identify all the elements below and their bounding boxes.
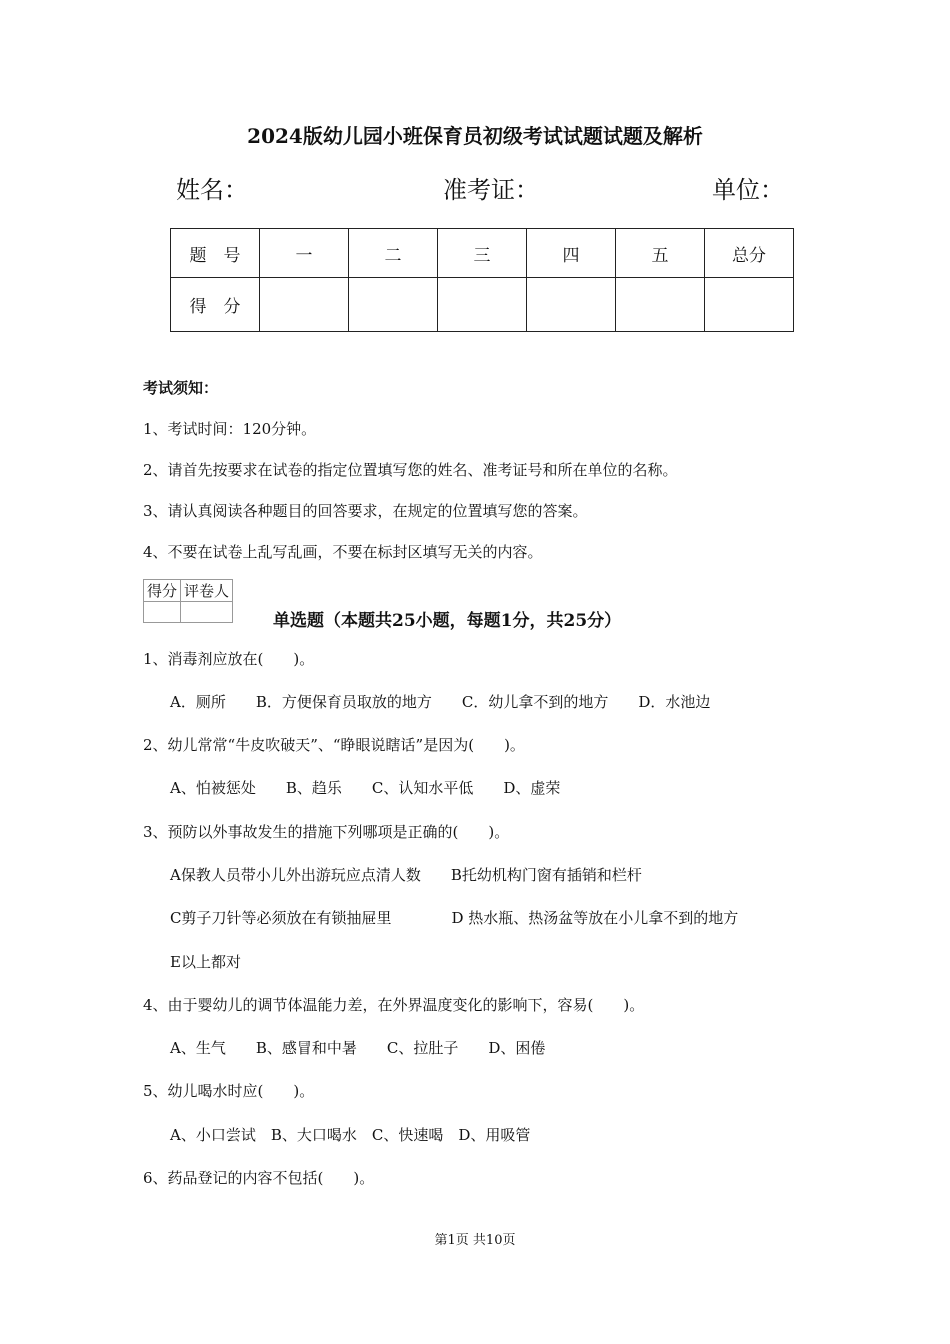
score-table-header-cell: 题 号: [171, 229, 260, 278]
grader-name-label: 评卷人: [181, 580, 233, 602]
notice-item: 1、考试时间：120分钟。: [143, 420, 317, 438]
score-cell: [616, 278, 705, 332]
unit-field-label: 单位：: [712, 176, 784, 204]
name-field-label: 姓名：: [176, 176, 248, 204]
grader-score-label: 得分: [144, 580, 181, 602]
score-cell: [527, 278, 616, 332]
grader-name-cell: [181, 602, 233, 623]
score-table: [170, 228, 794, 332]
score-cell: [349, 278, 438, 332]
notice-item: 3、请认真阅读各种题目的回答要求，在规定的位置填写您的答案。: [143, 502, 588, 520]
score-table-score-row: [171, 278, 794, 332]
score-cell: [705, 278, 794, 332]
question-stem: 5、幼儿喝水时应( )。: [143, 1082, 315, 1100]
question-options: E以上都对: [170, 953, 241, 971]
score-table-header-cell: 四: [527, 229, 616, 278]
notice-item: 4、不要在试卷上乱写乱画，不要在标封区填写无关的内容。: [143, 543, 543, 561]
question-options: A、小口尝试 B、大口喝水 C、快速喝 D、用吸管: [170, 1126, 531, 1144]
question-stem: 2、幼儿常常“牛皮吹破天”、“睁眼说瞎话”是因为( )。: [143, 736, 525, 754]
question-stem: 4、由于婴幼儿的调节体温能力差，在外界温度变化的影响下，容易( )。: [143, 996, 645, 1014]
grader-box: [143, 579, 233, 623]
question-options: A、怕被惩处 B、趋乐 C、认知水平低 D、虚荣: [170, 779, 561, 797]
section-title: 单选题（本题共25小题，每题1分，共25分）: [273, 611, 622, 631]
question-options: A．厕所 B．方便保育员取放的地方 C．幼儿拿不到的地方 D．水池边: [170, 693, 711, 711]
score-table-header-cell: 二: [349, 229, 438, 278]
score-table-header-cell: 一: [260, 229, 349, 278]
score-row-label: 得 分: [171, 278, 260, 332]
score-cell: [438, 278, 527, 332]
score-table-header-cell: 五: [616, 229, 705, 278]
question-stem: 3、预防以外事故发生的措施下列哪项是正确的( )。: [143, 823, 510, 841]
score-table-header-cell: 总分: [705, 229, 794, 278]
score-table-header-row: [171, 229, 794, 278]
page-footer: 第1页 共10页: [434, 1233, 516, 1248]
question-options: A保教人员带小儿外出游玩应点清人数 B托幼机构门窗有插销和栏杆: [170, 866, 642, 884]
score-cell: [260, 278, 349, 332]
question-options: C剪子刀针等必须放在有锁抽屉里 D 热水瓶、热汤盆等放在小儿拿不到的地方: [170, 909, 739, 927]
score-table-header-cell: 三: [438, 229, 527, 278]
exam-id-field-label: 准考证：: [443, 176, 539, 204]
question-stem: 1、消毒剂应放在( )。: [143, 650, 315, 668]
question-stem: 6、药品登记的内容不包括( )。: [143, 1169, 375, 1187]
grader-score-cell: [144, 602, 181, 623]
page-title: 2024版幼儿园小班保育员初级考试试题试题及解析: [247, 124, 703, 148]
question-options: A、生气 B、感冒和中暑 C、拉肚子 D、困倦: [170, 1039, 546, 1057]
notice-item: 2、请首先按要求在试卷的指定位置填写您的姓名、准考证号和所在单位的名称。: [143, 461, 678, 479]
notice-heading: 考试须知：: [143, 379, 219, 397]
